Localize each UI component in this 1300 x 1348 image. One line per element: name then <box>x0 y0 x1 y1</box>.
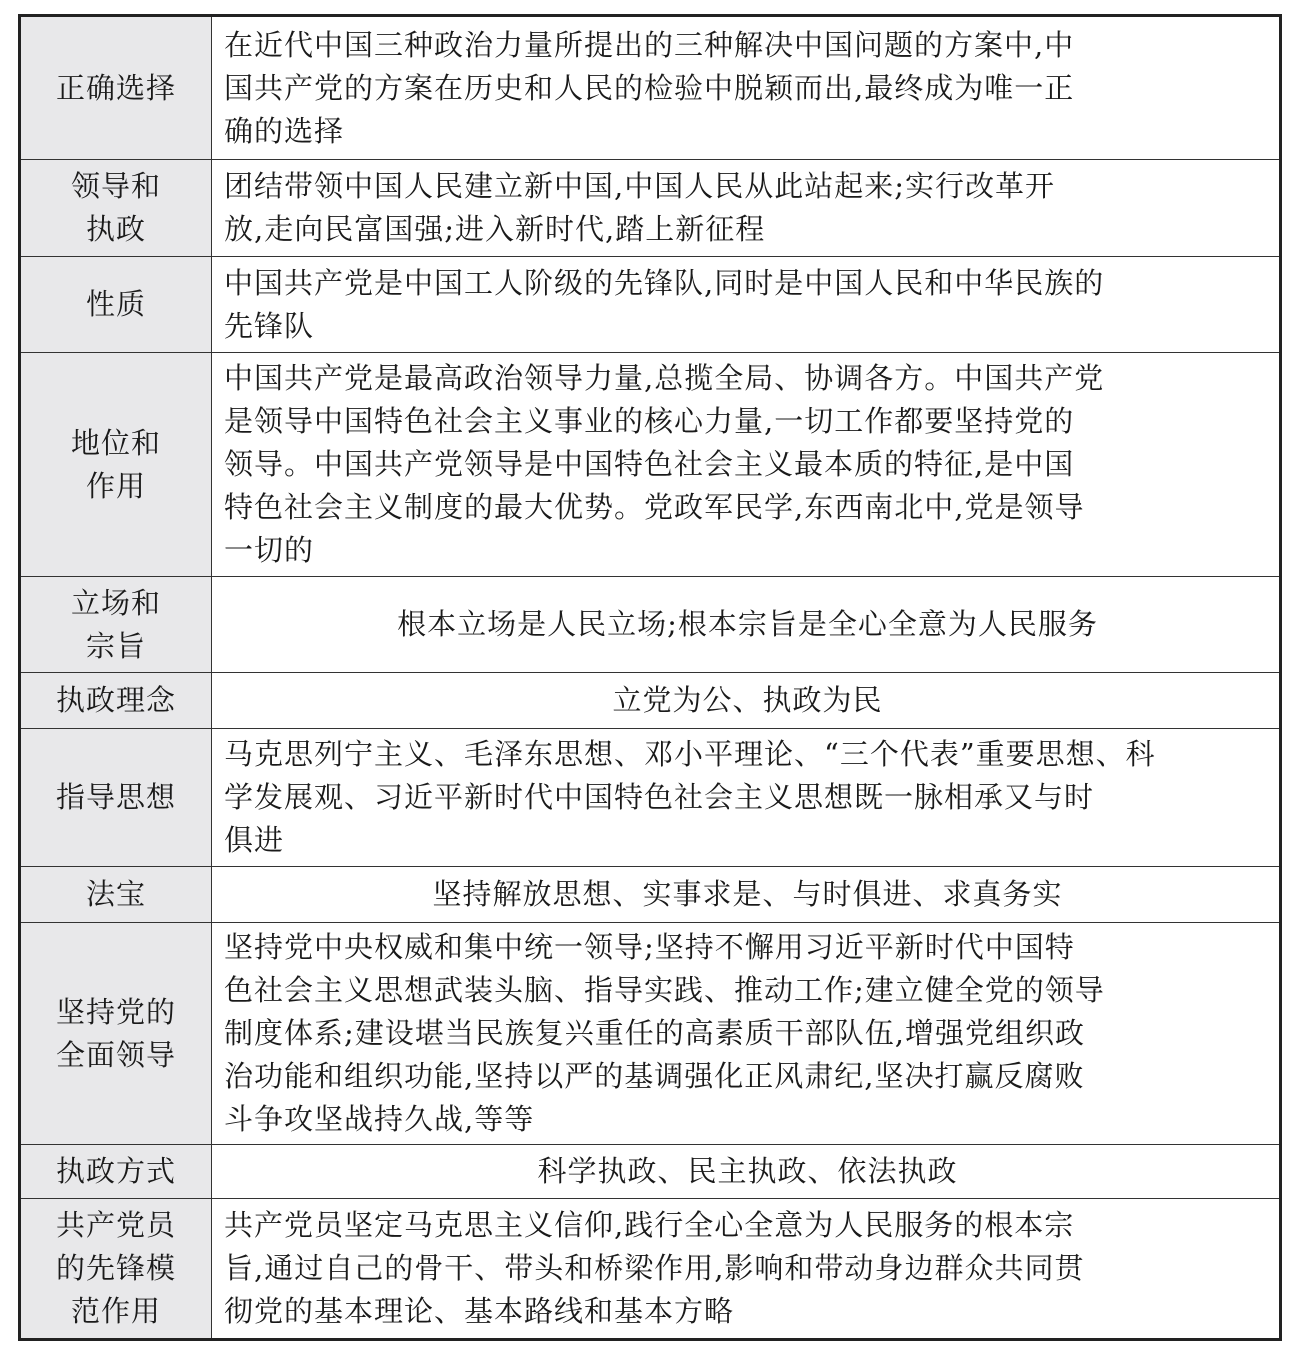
row-label-line: 的先锋模 <box>55 1251 176 1285</box>
table-row <box>20 353 1281 577</box>
row-label-line: 作用 <box>85 468 146 503</box>
row-content-line: 色社会主义思想武装头脑、指导实践、推动工作;建立健全党的领导 <box>224 973 1105 1007</box>
row-content-line: 特色社会主义制度的最大优势。党政军民学,东西南北中,党是领导 <box>224 490 1085 524</box>
table-row <box>20 673 1281 729</box>
row-label-line: 全面领导 <box>55 1037 176 1072</box>
row-label-cell <box>20 729 212 867</box>
row-content-cell <box>212 673 1281 729</box>
row-label-cell <box>20 353 212 577</box>
summary-table <box>18 14 1282 1341</box>
row-label-cell <box>20 160 212 257</box>
row-label-line: 指导思想 <box>55 780 176 814</box>
row-content-line: 中国共产党是最高政治领导力量,总揽全局、协调各方。中国共产党 <box>224 361 1105 395</box>
row-label-line: 执政方式 <box>55 1154 176 1188</box>
row-content-cell <box>212 1199 1281 1340</box>
table-row <box>20 923 1281 1145</box>
row-content-line: 科学执政、民主执政、依法执政 <box>537 1154 958 1188</box>
row-label-line: 正确选择 <box>55 70 176 105</box>
row-content-line: 先锋队 <box>224 308 315 343</box>
row-content-line: 制度体系;建设堪当民族复兴重任的高素质干部队伍,增强党组织政 <box>224 1016 1085 1050</box>
row-label-cell <box>20 577 212 673</box>
row-label-line: 性质 <box>85 287 146 321</box>
row-content-line: 俱进 <box>224 823 285 857</box>
row-label-line: 领导和 <box>70 169 161 203</box>
row-label-cell <box>20 673 212 729</box>
row-content-line: 中国共产党是中国工人阶级的先锋队,同时是中国人民和中华民族的 <box>224 265 1105 300</box>
row-content-cell <box>212 353 1281 577</box>
row-content-cell <box>212 729 1281 867</box>
row-content-cell <box>212 16 1281 160</box>
row-content-line: 立党为公、执政为民 <box>612 683 883 717</box>
row-content-cell <box>212 1145 1281 1199</box>
row-content-line: 坚持解放思想、实事求是、与时俱进、求真务实 <box>432 877 1063 911</box>
row-content-line: 确的选择 <box>224 113 345 148</box>
row-content-line: 根本立场是人民立场;根本宗旨是全心全意为人民服务 <box>397 607 1098 641</box>
row-content-line: 国共产党的方案在历史和人民的检验中脱颖而出,最终成为唯一正 <box>224 70 1075 105</box>
row-content-line: 旨,通过自己的骨干、带头和桥梁作用,影响和带动身边群众共同贯 <box>224 1251 1085 1285</box>
row-label-cell <box>20 16 212 160</box>
row-content-cell <box>212 923 1281 1145</box>
row-content-line: 一切的 <box>224 533 315 567</box>
row-content-line: 领导。中国共产党领导是中国特色社会主义最本质的特征,是中国 <box>224 447 1075 481</box>
row-content-line: 斗争攻坚战持久战,等等 <box>224 1102 535 1136</box>
table-row <box>20 577 1281 673</box>
row-label-cell <box>20 257 212 353</box>
row-label-line: 地位和 <box>70 425 161 460</box>
row-content-cell <box>212 577 1281 673</box>
row-content-line: 团结带领中国人民建立新中国,中国人民从此站起来;实行改革开 <box>224 169 1055 203</box>
row-label-line: 共产党员 <box>55 1208 176 1242</box>
table-row <box>20 257 1281 353</box>
row-content-line: 共产党员坚定马克思主义信仰,践行全心全意为人民服务的根本宗 <box>224 1208 1075 1242</box>
row-content-line: 彻党的基本理论、基本路线和基本方略 <box>224 1294 735 1328</box>
row-label-line: 范作用 <box>70 1294 161 1328</box>
row-label-cell <box>20 867 212 923</box>
row-label-cell <box>20 923 212 1145</box>
row-content-cell <box>212 867 1281 923</box>
row-content-line: 坚持党中央权威和集中统一领导;坚持不懈用习近平新时代中国特 <box>224 930 1075 964</box>
row-content-line: 学发展观、习近平新时代中国特色社会主义思想既一脉相承又与时 <box>224 780 1095 814</box>
table-row <box>20 160 1281 257</box>
table-body <box>20 16 1281 1340</box>
row-label-line: 法宝 <box>85 877 146 911</box>
row-content-cell <box>212 257 1281 353</box>
row-content-line: 是领导中国特色社会主义事业的核心力量,一切工作都要坚持党的 <box>224 404 1075 438</box>
table-row <box>20 16 1281 160</box>
row-label-cell <box>20 1199 212 1340</box>
row-content-line: 治功能和组织功能,坚持以严的基调强化正风肃纪,坚决打赢反腐败 <box>224 1059 1085 1093</box>
row-label-line: 执政 <box>85 212 146 246</box>
table-row <box>20 1145 1281 1199</box>
row-content-cell <box>212 160 1281 257</box>
row-label-line: 执政理念 <box>55 683 176 717</box>
table-row <box>20 1199 1281 1340</box>
row-label-cell <box>20 1145 212 1199</box>
row-label-line: 宗旨 <box>85 628 146 663</box>
table-row <box>20 867 1281 923</box>
row-label-line: 坚持党的 <box>55 994 176 1029</box>
row-content-line: 马克思列宁主义、毛泽东思想、邓小平理论、“三个代表”重要思想、科 <box>224 737 1156 771</box>
row-content-line: 放,走向民富国强;进入新时代,踏上新征程 <box>224 212 766 246</box>
row-label-line: 立场和 <box>70 585 161 620</box>
table-row <box>20 729 1281 867</box>
row-content-line: 在近代中国三种政治力量所提出的三种解决中国问题的方案中,中 <box>224 27 1075 62</box>
